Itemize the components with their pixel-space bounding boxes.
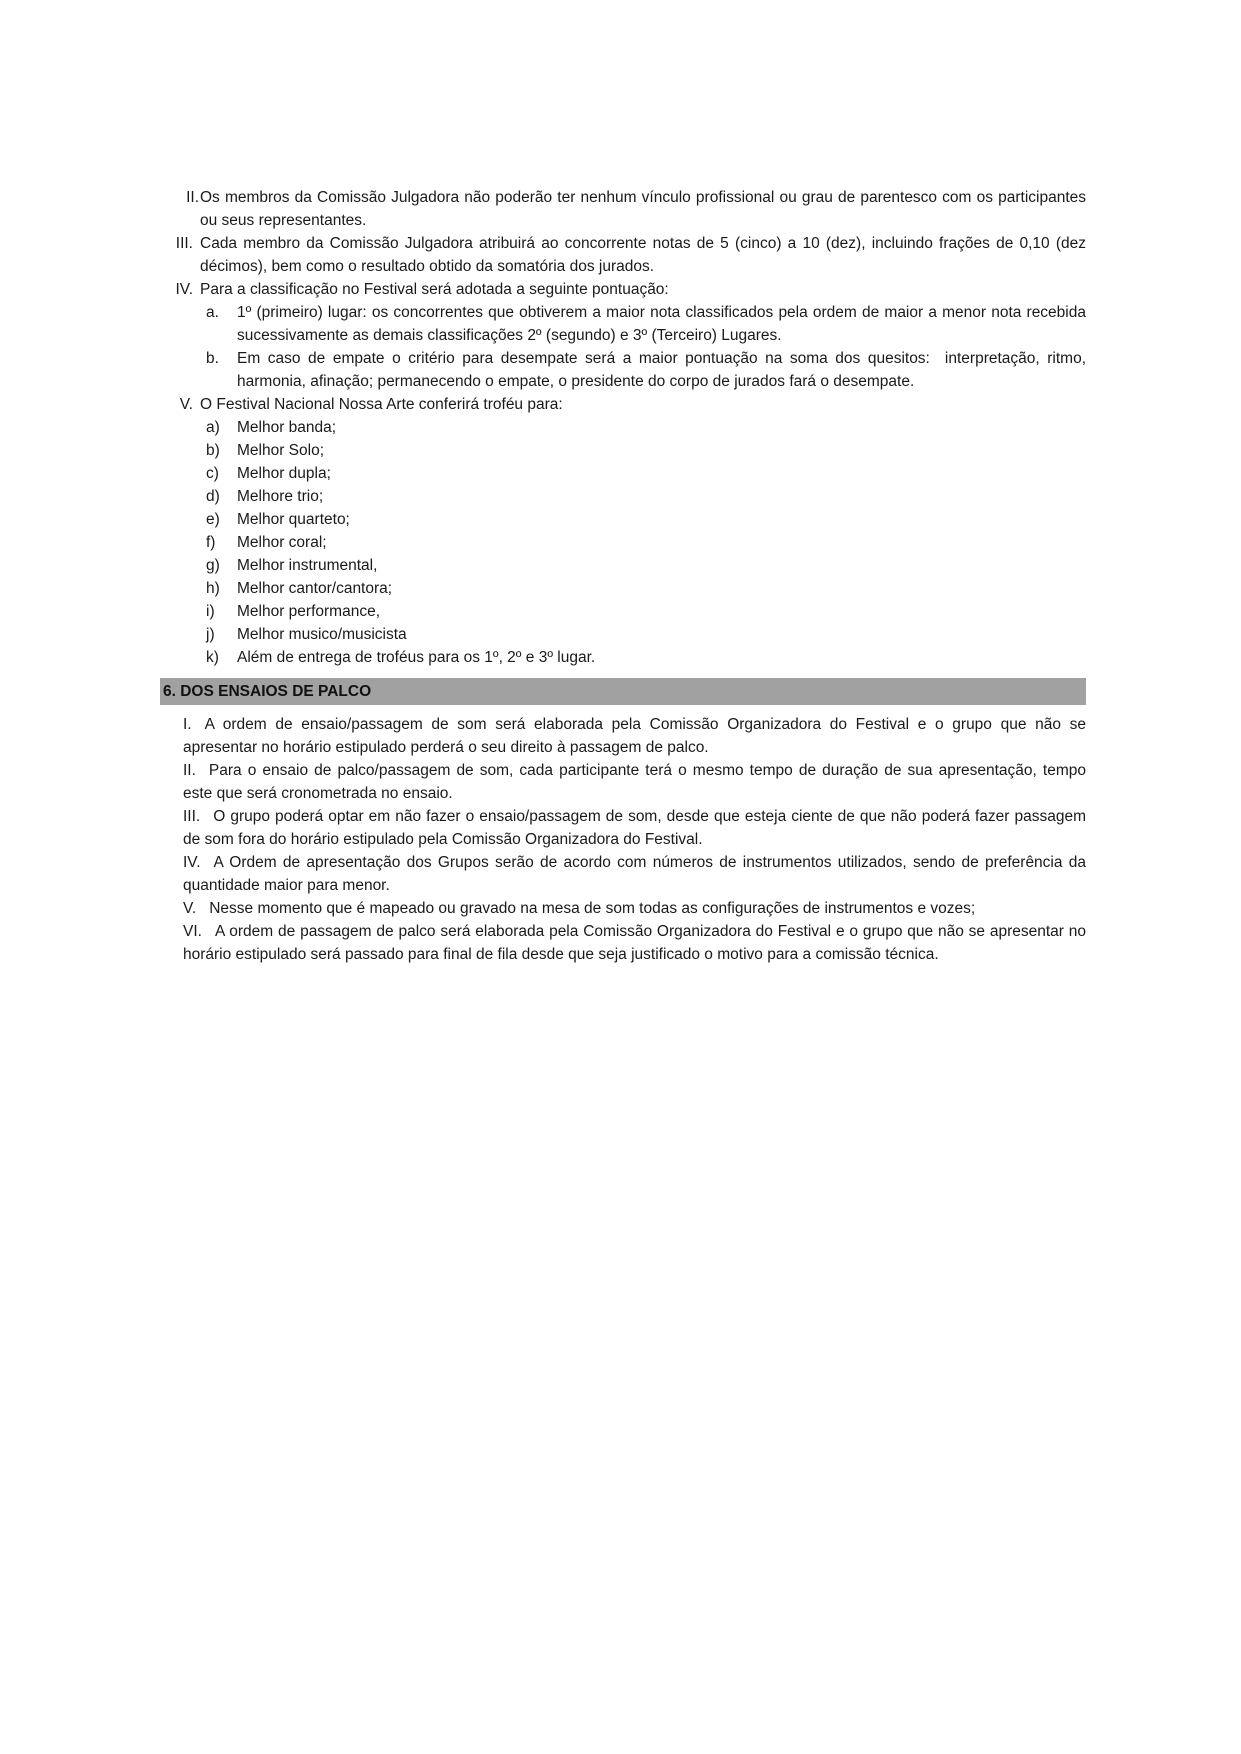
list-marker: j) bbox=[206, 626, 215, 643]
clause-text: O Festival Nacional Nossa Arte conferirá troféu para: bbox=[200, 396, 563, 413]
clause-iv-b bbox=[160, 347, 1086, 393]
item-text: A ordem de ensaio/passagem de som será elaborada pela Comissão Organizadora do Festival e o grupo que não se apresentar no horário estipulado perderá o seu direito à passagem de palco. bbox=[183, 716, 1086, 756]
item-marker: IV. bbox=[183, 854, 201, 871]
item-text: Para o ensaio de palco/passagem de som, cada participante terá o mesmo tempo de duração de sua apresentação, tempo este que será cronometrada no ensaio. bbox=[183, 762, 1086, 802]
trophy-item-f bbox=[160, 531, 1086, 554]
clause-marker: IV. bbox=[175, 281, 193, 298]
section6-item-ii bbox=[160, 759, 1086, 805]
clause-text: Em caso de empate o critério para desempate será a maior pontuação na soma dos quesitos: interpretação, ritmo, harmonia, afinação; permanecendo o empate, o presidente do corpo de jurados fará o desempate. bbox=[237, 350, 1086, 390]
trophy-item-d bbox=[160, 485, 1086, 508]
item-text: A Ordem de apresentação dos Grupos serão de acordo com números de instrumentos utilizados, sendo de preferência da quantidade maior para menor. bbox=[183, 854, 1086, 894]
section-6-body bbox=[160, 713, 1086, 966]
section6-item-vi bbox=[160, 920, 1086, 966]
trophy-item-c bbox=[160, 462, 1086, 485]
trophy-item-b bbox=[160, 439, 1086, 462]
item-text: A ordem de passagem de palco será elaborada pela Comissão Organizadora do Festival e o grupo que não se apresentar no horário estipulado será passado para final de fila desde que seja justificado o motivo para a comissão técnica. bbox=[183, 923, 1086, 963]
trophy-item-g bbox=[160, 554, 1086, 577]
list-marker: k) bbox=[206, 649, 219, 666]
clause-iii bbox=[160, 232, 1086, 278]
clause-iv-a bbox=[160, 301, 1086, 347]
clause-marker: II. bbox=[186, 189, 199, 206]
list-marker: a) bbox=[206, 419, 220, 436]
list-text: Além de entrega de troféus para os 1º, 2º e 3º lugar. bbox=[237, 649, 596, 666]
clause-marker: a. bbox=[206, 304, 219, 321]
list-marker: d) bbox=[206, 488, 220, 505]
item-marker: VI. bbox=[183, 923, 202, 940]
trophy-item-e bbox=[160, 508, 1086, 531]
section6-item-iv bbox=[160, 851, 1086, 897]
clause-v bbox=[160, 393, 1086, 416]
list-text: Melhor cantor/cantora; bbox=[237, 580, 393, 597]
list-text: Melhore trio; bbox=[237, 488, 324, 505]
clause-text: Os membros da Comissão Julgadora não poderão ter nenhum vínculo profissional ou grau de parentesco com os participantes ou seus representantes. bbox=[200, 189, 1086, 229]
list-marker: b) bbox=[206, 442, 220, 459]
list-marker: h) bbox=[206, 580, 220, 597]
section-6-title: 6. DOS ENSAIOS DE PALCO bbox=[163, 683, 372, 700]
list-text: Melhor Solo; bbox=[237, 442, 325, 459]
trophy-item-h bbox=[160, 577, 1086, 600]
list-text: Melhor banda; bbox=[237, 419, 337, 436]
trophy-item-a bbox=[160, 416, 1086, 439]
list-marker: c) bbox=[206, 465, 219, 482]
item-marker: III. bbox=[183, 808, 201, 825]
trophy-item-i bbox=[160, 600, 1086, 623]
list-text: Melhor quarteto; bbox=[237, 511, 350, 528]
item-marker: V. bbox=[183, 900, 197, 917]
clause-iv bbox=[160, 278, 1086, 301]
list-marker: g) bbox=[206, 557, 220, 574]
section6-item-v bbox=[160, 897, 1086, 920]
trophy-item-k bbox=[160, 646, 1086, 669]
list-text: Melhor coral; bbox=[237, 534, 327, 551]
list-marker: e) bbox=[206, 511, 220, 528]
clause-marker: V. bbox=[179, 396, 193, 413]
list-marker: i) bbox=[206, 603, 215, 620]
list-text: Melhor dupla; bbox=[237, 465, 331, 482]
document-content bbox=[160, 186, 1086, 966]
clause-marker: b. bbox=[206, 350, 219, 367]
item-marker: II. bbox=[183, 762, 196, 779]
item-text: Nesse momento que é mapeado ou gravado na mesa de som todas as configurações de instrumentos e vozes; bbox=[209, 900, 976, 917]
clause-text: Cada membro da Comissão Julgadora atribuirá ao concorrente notas de 5 (cinco) a 10 (dez), incluindo frações de 0,10 (dez décimos), bem como o resultado obtido da somatória dos jurados. bbox=[200, 235, 1086, 275]
list-text: Melhor instrumental, bbox=[237, 557, 378, 574]
clause-text: Para a classificação no Festival será adotada a seguinte pontuação: bbox=[200, 281, 669, 298]
clause-marker: III. bbox=[175, 235, 193, 252]
list-text: Melhor performance, bbox=[237, 603, 381, 620]
section6-item-i bbox=[160, 713, 1086, 759]
clause-text: 1º (primeiro) lugar: os concorrentes que obtiverem a maior nota classificados pela ordem de maior a menor nota recebida sucessivamente as demais classificações 2º (segundo) e 3º (Terceiro) Lugares. bbox=[237, 304, 1086, 344]
section6-item-iii bbox=[160, 805, 1086, 851]
item-text: O grupo poderá optar em não fazer o ensaio/passagem de som, desde que esteja ciente de que não poderá fazer passagem de som fora do horário estipulado pela Comissão Organizadora do Festival. bbox=[183, 808, 1086, 848]
clause-ii bbox=[160, 186, 1086, 232]
section-6-header-bar bbox=[160, 678, 1086, 705]
item-marker: I. bbox=[183, 716, 192, 733]
trophy-item-j bbox=[160, 623, 1086, 646]
list-text: Melhor musico/musicista bbox=[237, 626, 407, 643]
list-marker: f) bbox=[206, 534, 216, 551]
